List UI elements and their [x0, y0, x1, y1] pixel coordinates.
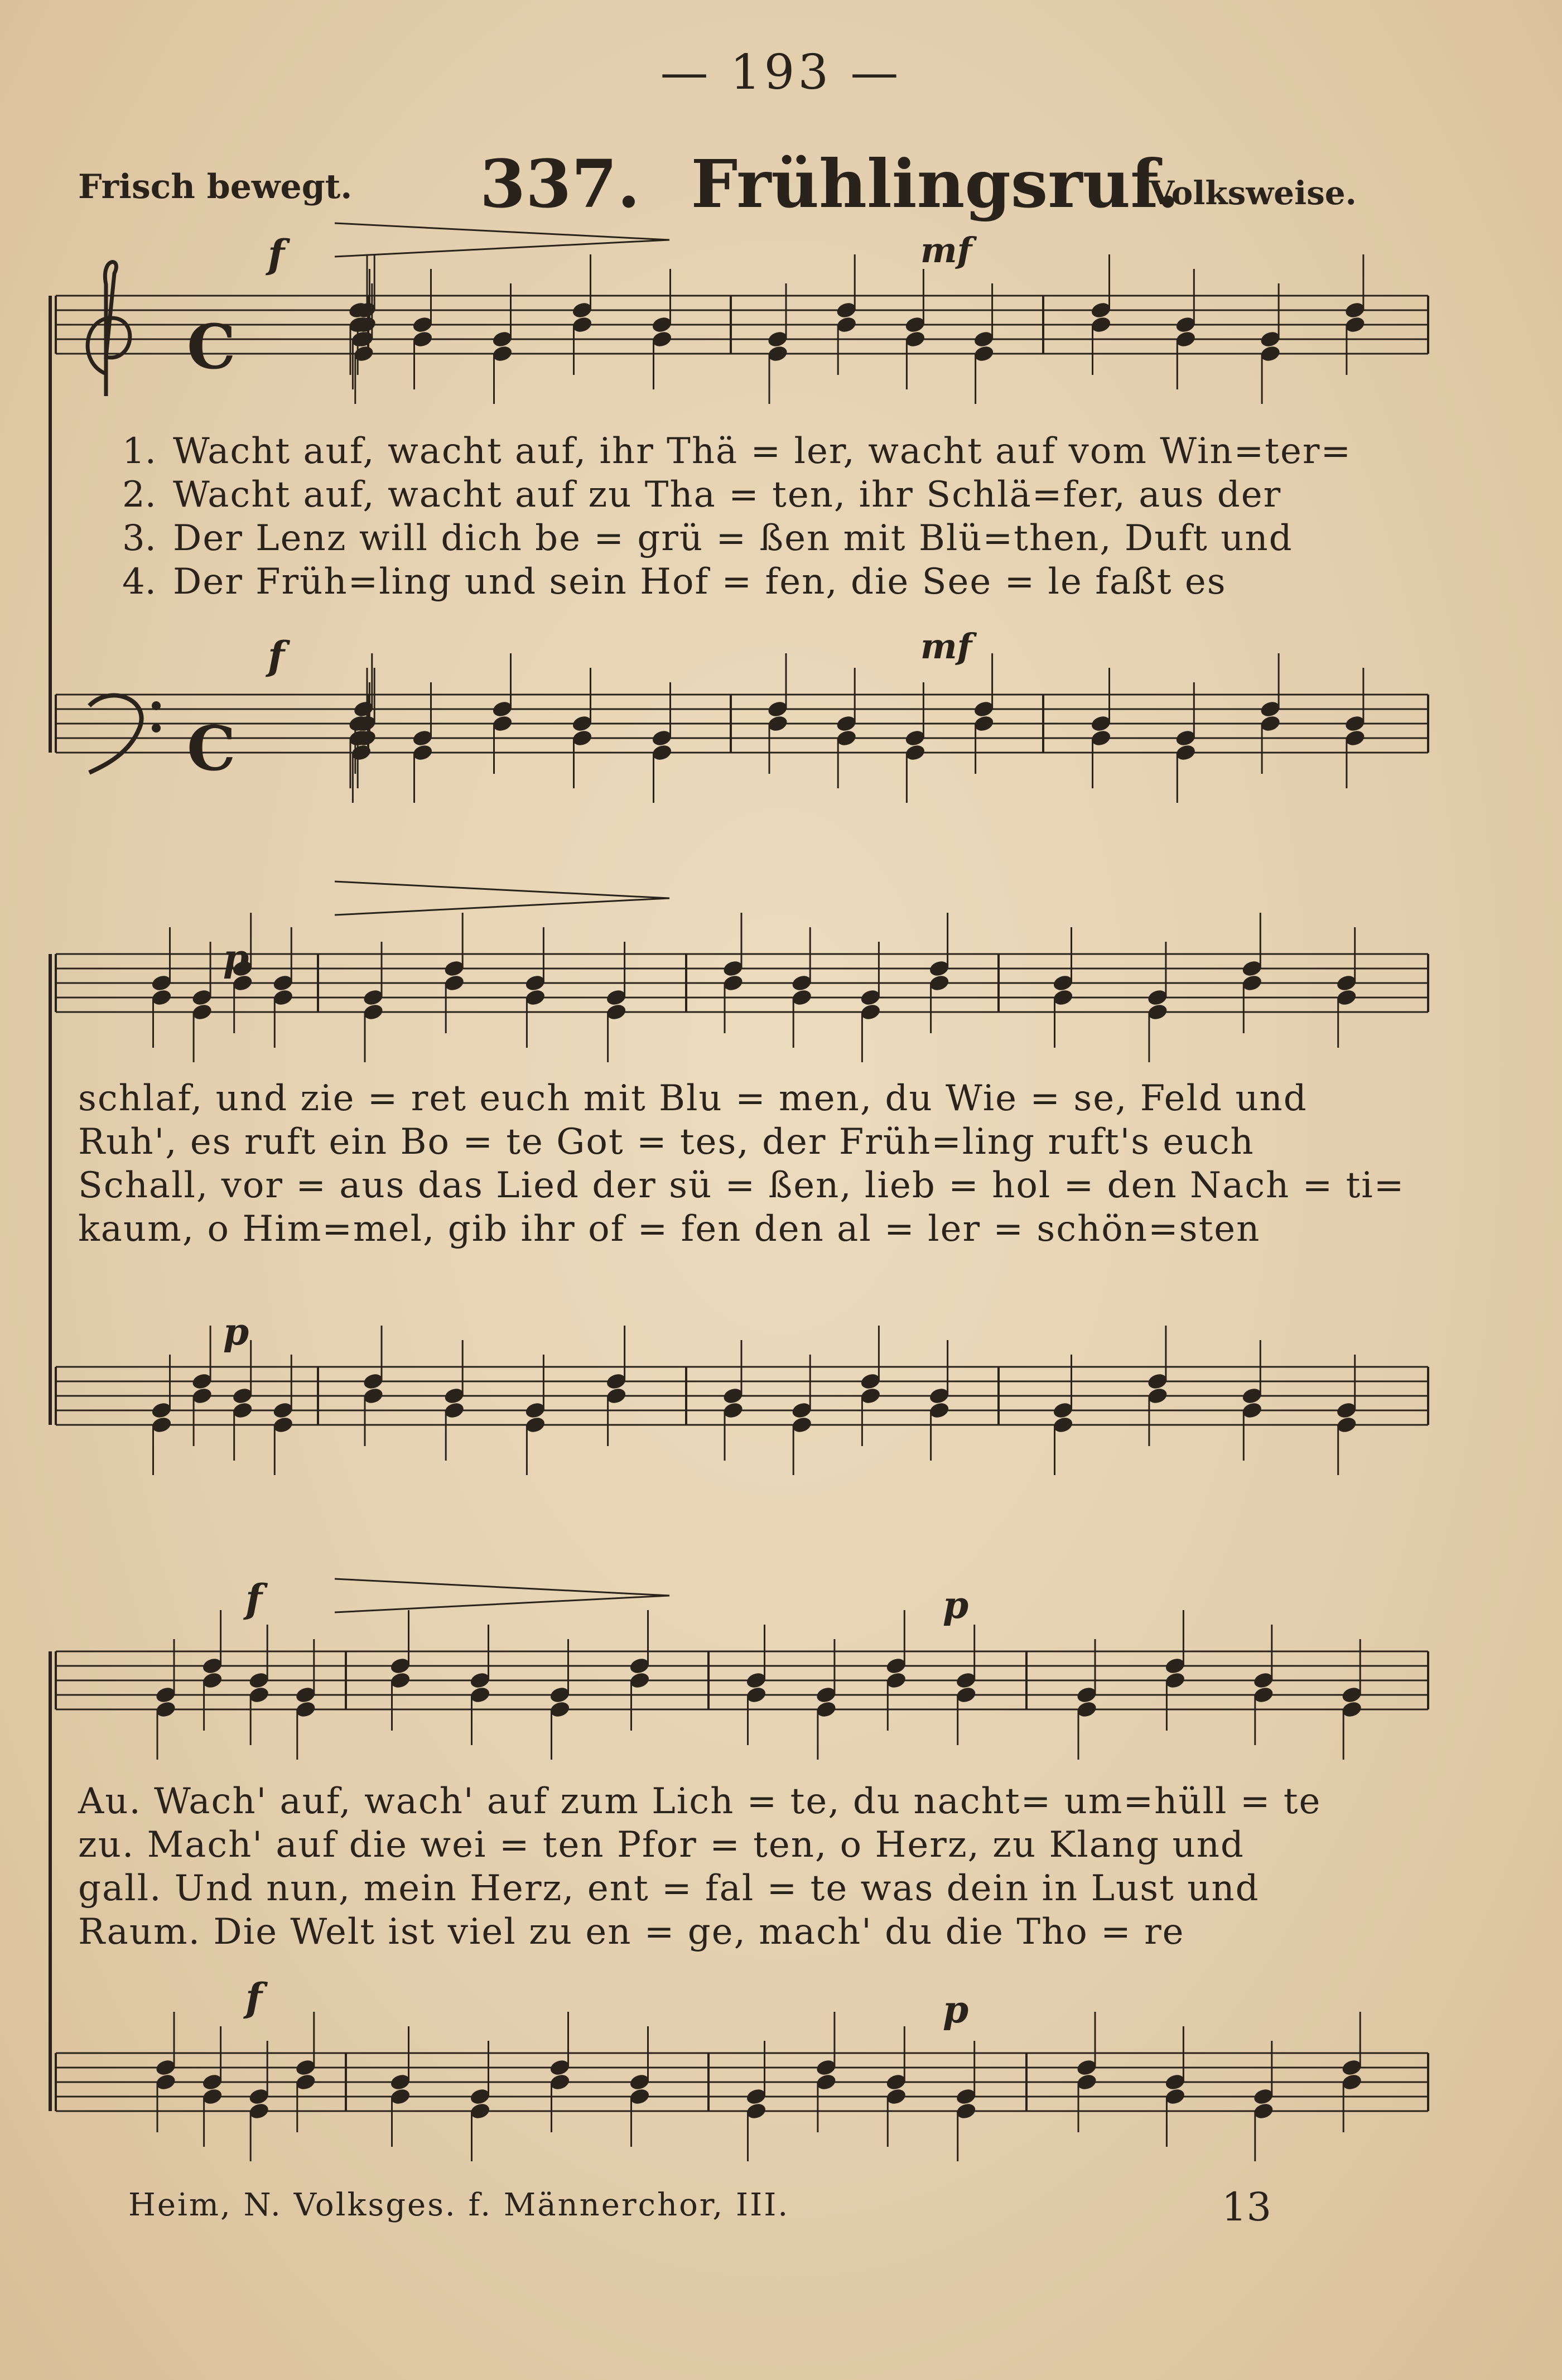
hairpin: [335, 223, 669, 257]
dynamic-piano-treble-3: p: [943, 1583, 969, 1627]
dynamic-piano-treble-2: p: [223, 936, 249, 980]
lyric-line: 4. Der Früh=ling und sein Hof = fen, die See = le faßt es: [122, 561, 1227, 603]
dynamic-piano-bass-2: p: [223, 1310, 249, 1353]
lyric-line: gall. Und nun, mein Herz, ent = fal = te was dein in Lust und: [78, 1868, 1260, 1909]
dynamic-forte-bass-1: f: [268, 633, 285, 679]
time-signature-treble: C: [187, 311, 236, 383]
dynamic-mf-bass-1: mf: [920, 626, 972, 667]
dynamic-forte-treble-3: f: [245, 1576, 263, 1622]
lyric-line: kaum, o Him=mel, gib ihr of = fen den al = ler = schön=sten: [78, 1208, 1261, 1250]
lyric-line: schlaf, und zie = ret euch mit Blu = men, du Wie = se, Feld und: [78, 1078, 1308, 1119]
page-number: — 193 —: [660, 45, 902, 100]
source-citation: Heim, N. Volksges. f. Männerchor, III.: [128, 2187, 790, 2223]
lyric-line: Au. Wach' auf, wach' auf zum Lich = te, du nacht= um=hüll = te: [78, 1781, 1322, 1822]
lyrics-system-3: [78, 1780, 1439, 1954]
lyric-line: Schall, vor = aus das Lied der sü = ßen, lieb = hol = den Nach = ti=: [78, 1165, 1405, 1206]
bass-clef-dot: [152, 724, 161, 733]
lyric-line: Raum. Die Welt ist viel zu en = ge, mach' du die Tho = re: [78, 1911, 1185, 1953]
time-signature-bass: C: [187, 712, 236, 784]
lyric-line: 2. Wacht auf, wacht auf zu Tha = ten, ihr Schlä=fer, aus der: [122, 474, 1282, 515]
dynamic-piano-bass-3: p: [943, 1988, 969, 2031]
bass-clef-dot: [152, 701, 161, 710]
treble-clef: [88, 262, 130, 396]
dynamic-mf-treble-1: mf: [920, 230, 972, 271]
hairpin: [335, 881, 669, 915]
tempo-marking: Frisch bewegt.: [78, 167, 353, 206]
hairpin: [335, 1579, 669, 1612]
signature-mark: 13: [1222, 2184, 1272, 2230]
hymn-title: Frühlingsruf.: [691, 145, 1179, 223]
lyrics-system-2: [78, 1077, 1439, 1251]
bass-clef: [89, 695, 142, 773]
lyric-line: 3. Der Lenz will dich be = grü = ßen mit Blü=then, Duft und: [122, 518, 1293, 559]
hymn-number: 337.: [480, 145, 640, 223]
lyric-line: zu. Mach' auf die wei = ten Pfor = ten, o Herz, zu Klang und: [78, 1824, 1245, 1866]
lyrics-system-1: [78, 430, 1439, 604]
hymn-origin: Volksweise.: [1149, 174, 1357, 212]
lyric-line: 1. Wacht auf, wacht auf, ihr Thä = ler, wacht auf vom Win=ter=: [122, 431, 1352, 472]
lyric-line: Ruh', es ruft ein Bo = te Got = tes, der Früh=ling ruft's euch: [78, 1121, 1255, 1163]
dynamic-forte-treble-1: f: [268, 231, 285, 277]
dynamic-forte-bass-3: f: [245, 1974, 263, 2021]
